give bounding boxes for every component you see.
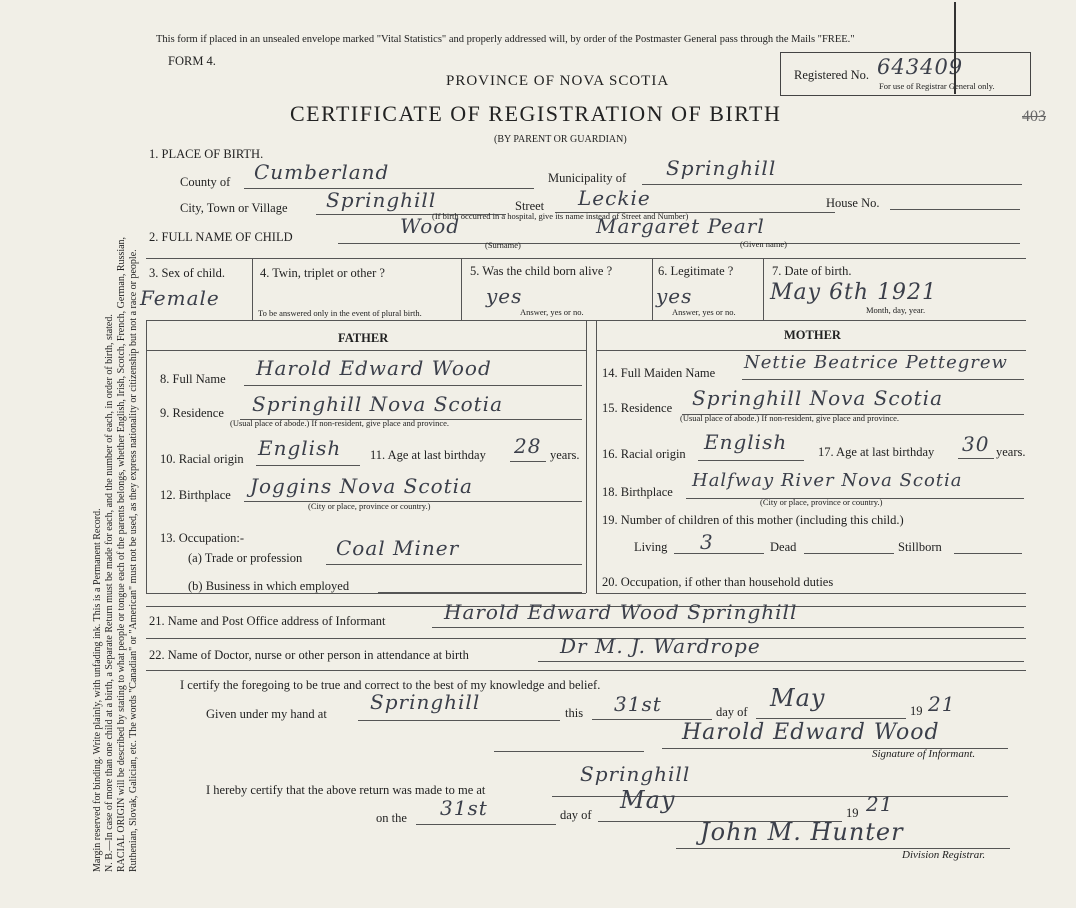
dob-note: Month, day, year.: [866, 305, 926, 315]
certify-statement: I certify the foregoing to be true and correct to the best of my knowledge and belief.: [180, 678, 601, 692]
margin-note-4: Ruthenian, Slovak, Galician, etc. The words "Canadian" or "American" must not be used, as they express nationality or citizenship but not a race or people.: [128, 249, 139, 872]
year-value: 21: [928, 692, 956, 716]
place-of-birth-label: 1. PLACE OF BIRTH.: [149, 147, 264, 161]
registrar-note: For use of Registrar General only.: [879, 81, 995, 91]
mother-age-value: 30: [962, 432, 990, 456]
reg-year-value: 21: [866, 792, 894, 816]
certificate-subtitle: (BY PARENT OR GUARDIAN): [494, 134, 627, 145]
father-residence-value: Springhill Nova Scotia: [252, 392, 503, 416]
row3-top-line: [146, 258, 1026, 259]
dob-label: 7. Date of birth.: [772, 264, 852, 278]
ink-mark: [954, 2, 956, 94]
child-name-label: 2. FULL NAME OF CHILD: [149, 230, 293, 244]
child-given-name: Margaret Pearl: [596, 214, 765, 238]
father-birthplace-value: Joggins Nova Scotia: [250, 474, 473, 498]
father-age-value: 28: [514, 434, 542, 458]
county-value: Cumberland: [254, 160, 390, 184]
house-line: [890, 209, 1020, 210]
registered-number: 643409: [877, 55, 964, 79]
alive-value: yes: [486, 284, 523, 308]
given-place-value: Springhill: [370, 690, 481, 714]
father-birthplace-label: 12. Birthplace: [160, 488, 231, 502]
living-value: 3: [700, 530, 714, 554]
father-racial-value: English: [258, 436, 342, 460]
on-the-label: on the: [376, 811, 407, 825]
street-value: Leckie: [578, 186, 651, 210]
doctor-value: Dr M. J. Wardrope: [560, 634, 761, 658]
father-right-border: [586, 320, 587, 593]
father-name-line: [244, 385, 582, 386]
mother-occupation-label: 20. Occupation, if other than household duties: [602, 575, 834, 589]
surname-note: (Surname): [485, 240, 521, 250]
margin-notes: [92, 14, 139, 872]
informant-line: [432, 627, 1024, 628]
street-label: Street: [515, 199, 545, 213]
father-heading: FATHER: [338, 331, 389, 345]
father-residence-note: (Usual place of abode.) If non-resident, give place and province.: [230, 418, 450, 428]
father-occupation-label: 13. Occupation:-: [160, 531, 245, 545]
municipality-line: [642, 184, 1022, 185]
alive-label: 5. Was the child born alive ?: [470, 264, 613, 278]
reg-day-value: 31st: [440, 796, 488, 820]
province-title: PROVINCE OF NOVA SCOTIA: [446, 73, 670, 89]
business-label: (b) Business in which employed: [188, 579, 350, 593]
trade-label: (a) Trade or profession: [188, 551, 303, 565]
made-place-value: Springhill: [580, 762, 691, 786]
county-label: County of: [180, 175, 231, 189]
day-value: 31st: [614, 692, 662, 716]
reg-day-of-label: day of: [560, 808, 592, 822]
short-divider: [494, 751, 644, 752]
legitimate-label: 6. Legitimate ?: [658, 264, 734, 278]
mother-birthplace-note: (City or place, province or country.): [760, 497, 883, 507]
father-racial-label: 10. Racial origin: [160, 452, 244, 466]
legitimate-note: Answer, yes or no.: [672, 307, 736, 317]
reg-month-value: May: [620, 786, 676, 814]
father-residence-label: 9. Residence: [160, 406, 224, 420]
dead-line: [804, 553, 894, 554]
children-count-label: 19. Number of children of this mother (including this child.): [602, 513, 904, 527]
father-name-value: Harold Edward Wood: [256, 356, 492, 380]
informant-label: 21. Name and Post Office address of Informant: [149, 614, 386, 628]
given-note: (Given name): [740, 239, 787, 249]
dead-label: Dead: [770, 540, 797, 554]
margin-note-3: RACIAL ORIGIN will be described by stating to what people or tongue each of the parents belongs, whether English, Irish, Scotch, French, German, Russian,: [116, 236, 127, 872]
mother-heading: MOTHER: [784, 328, 841, 342]
dob-value: May 6th 1921: [770, 280, 938, 305]
father-racial-line: [256, 465, 360, 466]
mother-racial-value: English: [704, 430, 788, 454]
registrar-statement: I hereby certify that the above return was made to me at: [206, 783, 486, 797]
mother-racial-label: 16. Racial origin: [602, 447, 686, 461]
month-value: May: [770, 684, 826, 712]
mother-heading-line: [596, 350, 1026, 351]
year-prefix: 19: [910, 704, 923, 718]
twin-label: 4. Twin, triplet or other ?: [260, 266, 385, 280]
father-left-border: [146, 320, 147, 593]
doctor-label: 22. Name of Doctor, nurse or other person in attendance at birth: [149, 648, 469, 662]
registered-box: [780, 52, 1031, 96]
stamp-number: 403: [1022, 108, 1046, 125]
mother-name-label: 14. Full Maiden Name: [602, 366, 716, 380]
mother-age-label: 17. Age at last birthday: [818, 445, 935, 459]
informant-value: Harold Edward Wood Springhill: [444, 600, 798, 624]
this-label: this: [565, 706, 584, 720]
reg-day-line: [416, 824, 556, 825]
father-age-line: [510, 461, 546, 462]
father-years-label: years.: [550, 448, 580, 462]
living-line: [674, 553, 764, 554]
mother-residence-value: Springhill Nova Scotia: [692, 386, 943, 410]
mother-birthplace-value: Halfway River Nova Scotia: [692, 470, 963, 491]
sex-value: Female: [140, 286, 220, 310]
father-age-label: 11. Age at last birthday: [370, 448, 486, 462]
father-heading-line: [146, 350, 586, 351]
mother-residence-note: (Usual place of abode.) If non-resident, give place and province.: [680, 413, 900, 423]
stillborn-line: [954, 553, 1022, 554]
twin-note: To be answered only in the event of plural birth.: [258, 308, 422, 318]
form-number: FORM 4.: [168, 54, 216, 68]
stillborn-label: Stillborn: [898, 540, 942, 554]
mother-name-line: [742, 379, 1024, 380]
margin-note-1: Margin reserved for binding. Write plainly, with unfading ink. This is a Permanent Record.: [92, 508, 103, 872]
section22-bottom-line: [146, 670, 1026, 671]
registered-label: Registered No.: [794, 68, 869, 82]
city-value: Springhill: [326, 188, 437, 212]
mother-years-label: years.: [996, 445, 1026, 459]
row3-div2: [461, 258, 462, 320]
hospital-note: (If birth occurred in a hospital, give its name instead of Street and Number): [432, 211, 689, 221]
municipality-label: Municipality of: [548, 171, 627, 185]
reg-year-prefix: 19: [846, 806, 859, 820]
business-line: [378, 592, 582, 593]
alive-note: Answer, yes or no.: [520, 307, 584, 317]
month-line: [756, 718, 906, 719]
signature-label: Signature of Informant.: [872, 748, 976, 760]
row3-div3: [652, 258, 653, 320]
row3-div4: [763, 258, 764, 320]
given-place-line: [358, 720, 560, 721]
day-of-label: day of: [716, 705, 748, 719]
living-label: Living: [634, 540, 668, 554]
certificate-title: CERTIFICATE OF REGISTRATION OF BIRTH: [290, 101, 782, 126]
doctor-line: [538, 661, 1024, 662]
father-name-label: 8. Full Name: [160, 372, 226, 386]
city-label: City, Town or Village: [180, 201, 288, 215]
row3-div1: [252, 258, 253, 320]
child-name-line: [338, 243, 1020, 244]
mail-notice: This form if placed in an unsealed envelope marked "Vital Statistics" and properly addressed will, by order of the Postmaster General pass through the Mails "FREE.": [156, 34, 855, 45]
house-no-label: House No.: [826, 196, 880, 210]
mother-birthplace-label: 18. Birthplace: [602, 485, 673, 499]
mother-residence-label: 15. Residence: [602, 401, 673, 415]
informant-signature: Harold Edward Wood: [682, 720, 940, 745]
division-registrar-label: Division Registrar.: [902, 849, 986, 861]
mother-racial-line: [698, 460, 804, 461]
child-surname: Wood: [400, 214, 461, 238]
sex-label: 3. Sex of child.: [149, 266, 226, 280]
mother-bottom-line: [596, 593, 1026, 594]
mother-age-line: [958, 458, 994, 459]
municipality-value: Springhill: [666, 156, 777, 180]
mother-left-border: [596, 320, 597, 593]
father-birthplace-note: (City or place, province or country.): [308, 501, 431, 511]
legitimate-value: yes: [656, 284, 693, 308]
trade-value: Coal Miner: [336, 536, 460, 560]
trade-line: [326, 564, 582, 565]
registrar-signature: John M. Hunter: [700, 818, 904, 846]
margin-note-2: N. B.—In case of more than one child at a birth, a Separate Return must be made for each, and the number of each, in order of birth, stated.: [104, 314, 115, 872]
given-under-label: Given under my hand at: [206, 707, 327, 721]
mother-name-value: Nettie Beatrice Pettegrew: [744, 352, 1008, 373]
